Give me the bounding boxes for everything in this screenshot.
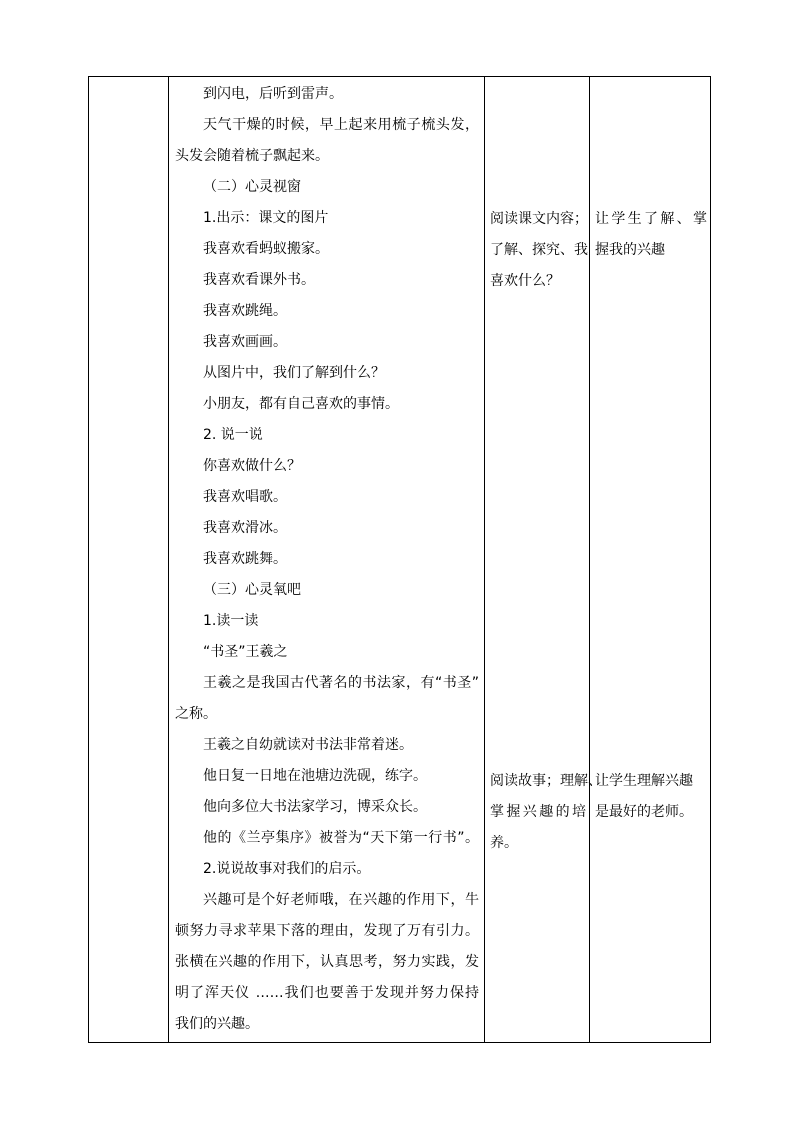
intent-line: 握我的兴趣 [595, 242, 665, 258]
lesson-line: 1.出示：课文的图片 [203, 210, 329, 226]
lesson-line: 王羲之自幼就读对书法非常着迷。 [203, 737, 413, 753]
intent-line: 是最好的老师。 [595, 804, 693, 820]
activity-line: 了解、探究、我 [490, 242, 588, 258]
lesson-content-cell [169, 77, 485, 1043]
lesson-line: 他日复一日地在池塘边洗砚，练字。 [203, 768, 427, 784]
lesson-line: 我喜欢滑冰。 [203, 520, 287, 536]
lesson-line: 我喜欢画画。 [203, 334, 287, 350]
lesson-line: 你喜欢做什么？ [203, 458, 301, 474]
intent-line: 让学生理解兴趣 [595, 773, 693, 789]
activity-line: 阅读课文内容； [490, 211, 588, 227]
activity-line: 养。 [490, 835, 518, 851]
lesson-line: 2.说说故事对我们的启示。 [203, 861, 371, 877]
activity-line: 喜欢什么？ [490, 273, 560, 289]
design-intent-cell [590, 77, 711, 1043]
lesson-line: 从图片中，我们了解到什么？ [203, 365, 385, 381]
student-activity-block-1 [490, 204, 586, 297]
lesson-line: 小朋友，都有自己喜欢的事情。 [203, 396, 399, 412]
lesson-plan-table [88, 76, 711, 1043]
lesson-line: 我喜欢看课外书。 [203, 272, 315, 288]
lesson-line: 他向多位大书法家学习，博采众长。 [203, 799, 427, 815]
lesson-line: 我喜欢跳绳。 [203, 303, 287, 319]
student-activity-cell [485, 77, 602, 1043]
lesson-content [169, 77, 484, 1040]
lesson-line: 顿努力寻求苹果下落的理由，发现了万有引力。 [175, 923, 479, 939]
lesson-line: 张横在兴趣的作用下，认真思考，努力实践，发 [175, 954, 479, 970]
table-row [89, 77, 711, 1043]
lesson-line: 2. 说一说 [203, 427, 263, 443]
design-intent-block-1 [595, 204, 707, 266]
lesson-line: “书圣”王羲之 [203, 644, 288, 660]
activity-line: 掌握兴趣的培 [490, 804, 586, 820]
activity-line: 阅读故事；理解、 [490, 773, 602, 789]
lesson-line: 王羲之是我国古代著名的书法家，有“书圣” [203, 675, 479, 691]
lesson-line: （二）心灵视窗 [203, 179, 301, 195]
lesson-line: （三）心灵氧吧 [203, 582, 301, 598]
lesson-line: 我喜欢看蚂蚁搬家。 [203, 241, 329, 257]
lesson-line: 天气干燥的时候，早上起来用梳子梳头发， [203, 117, 479, 133]
lesson-line: 明了浑天仪 ……我们也要善于发现并努力保持 [175, 985, 479, 1001]
lesson-line: 之称。 [175, 706, 217, 722]
lesson-line: 到闪电，后听到雷声。 [203, 86, 343, 102]
lesson-line: 兴趣可是个好老师哦，在兴趣的作用下，牛 [203, 892, 479, 908]
intent-line: 让学生了解、掌 [595, 211, 707, 227]
student-activity-block-2 [490, 766, 602, 859]
lesson-line: 1.读一读 [203, 613, 259, 629]
lesson-line: 我喜欢跳舞。 [203, 551, 287, 567]
lesson-line: 我喜欢唱歌。 [203, 489, 287, 505]
lesson-line: 头发会随着梳子飘起来。 [175, 148, 329, 164]
stage-cell [89, 77, 169, 1043]
lesson-line: 我们的兴趣。 [175, 1016, 259, 1032]
lesson-line: 他的《兰亭集序》被誉为“天下第一行书”。 [203, 830, 479, 846]
design-intent-block-2 [595, 766, 707, 828]
